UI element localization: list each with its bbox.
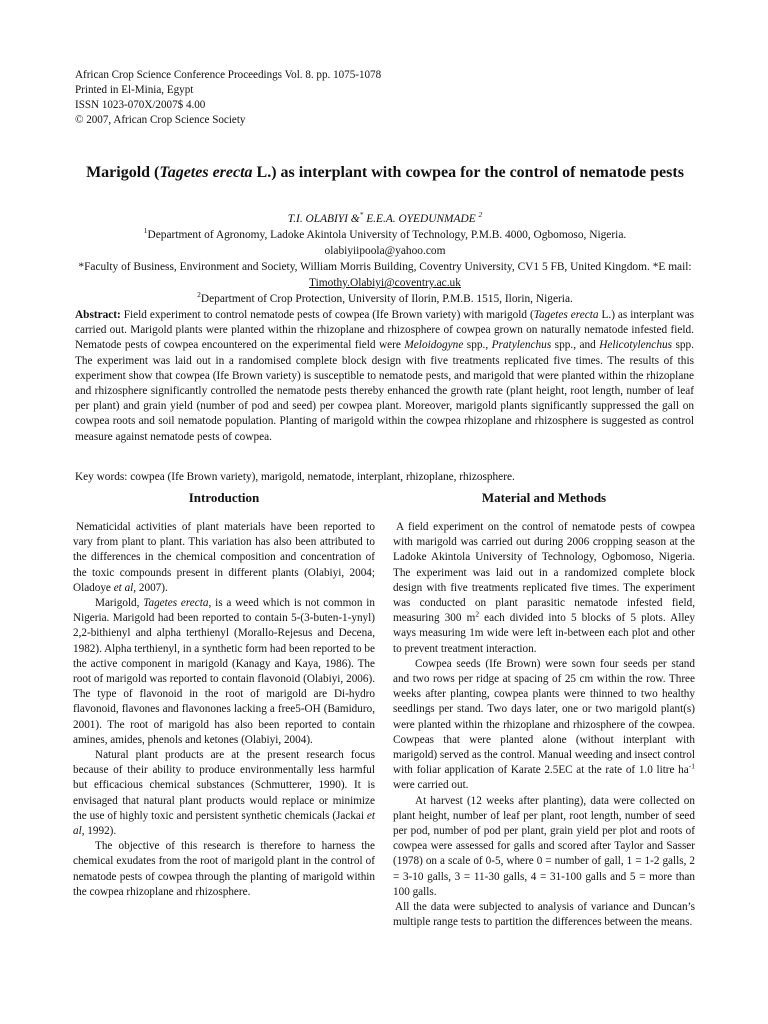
methods-column xyxy=(393,489,695,930)
methods-heading: Material and Methods xyxy=(481,490,607,505)
introduction-heading: Introduction xyxy=(188,490,260,505)
intro-paragraph-3: Natural plant products are at the present research focus because of their ability to produce environmentally less harmful but efficacious chemical substances (Schmutterer, 1990). It is envisaged that natural plant products would replace or minimize the use of highly toxic and persistent synthetic chemicals (Jackai et al, 1992). xyxy=(73,749,375,838)
author-email-link[interactable]: Timothy.Olabiyi@coventry.ac.uk xyxy=(309,277,461,289)
methods-paragraph-3: At harvest (12 weeks after planting), data were collected on plant height, number of leaf per plant, root length, number of seed per pod, number of pod per plant, grain yield per plot and roots of cowpea were assessed for galls and scored after Taylor and Sasser (1978) on a scale of 0-5, where 0 = number of gall, 1 = 1-2 galls, 2 = 3-10 galls, 3 = 11-30 galls, 4 = 31-100 galls and 5 = more than 100 galls. xyxy=(393,794,695,898)
author-block xyxy=(60,211,710,307)
title-species: Tagetes erecta xyxy=(159,164,253,181)
author-names: T.I. OLABIYI &* E.E.A. OYEDUNMADE $^2$ xyxy=(287,210,483,225)
intro-paragraph-4: The objective of this research is therefore to harness the chemical exudates from the root of marigold plant in the control of nematode pests of cowpea through the planting of marigold within the cowpea rhizoplane and rhizosphere. xyxy=(73,840,375,898)
affiliation-2: $^2$Department of Crop Protection, University of Ilorin, P.M.B. 1515, Ilorin, Nigeria. xyxy=(197,290,573,305)
keywords: Key words: cowpea (Ife Brown variety), marigold, nematode, interplant, rhizoplane, rhizosphere. xyxy=(75,471,515,483)
methods-paragraph-4: All the data were subjected to analysis of variance and Duncan’s multiple range tests to partition the differences between the means. xyxy=(393,901,695,929)
paper-title: Marigold (Tagetes erecta L.) as interplant with cowpea for the control of nematode pests xyxy=(86,164,684,181)
header-journal: African Crop Science Conference Proceedings Vol. 8. pp. 1075-1078 xyxy=(75,69,382,81)
intro-paragraph-1: Nematicidal activities of plant materials have been reported to vary from plant to plant. This variation has also been attributed to the differences in the chemical composition and concentration of the toxic compounds present in different plants (Olabiyi, 2004; Oladoye et al, 2007). xyxy=(73,521,375,594)
header-issn: ISSN 1023-070X/2007$ 4.00 xyxy=(75,99,206,111)
affiliation-1: $^1$Department of Agronomy, Ladoke Akintola University of Technology, P.M.B. 4000, Ogbomoso, Nigeria. xyxy=(143,226,627,241)
methods-paragraph-2: Cowpea seeds (Ife Brown) were sown four seeds per stand and two rows per ridge at spacing of 25 cm within the row. Three weeks after planting, cowpea plants were thinned to two healthy seedlings per stand. Two days later, one or two marigold plant(s) were planted within the rhizoplane and rhizosphere of the cowpea. Cowpeas that were planted alone (without interplant with marigold) served as the control. Manual weeding and insect control with foliar application of Karate 2.5EC at the rate of 1.0 litre $ha^{-1}$ were carried out. xyxy=(393,657,695,792)
header-copyright: © 2007, African Crop Science Society xyxy=(75,114,246,126)
author-email-1: olabiyiipoola@yahoo.com xyxy=(324,245,446,257)
affiliation-star: *Faculty of Business, Environment and Society, William Morris Building, Coventry University, CV1 5 FB, United Kingdom. *E mail: Timothy.Olabiyi@coventry.ac.uk xyxy=(78,261,692,289)
methods-paragraph-1: A field experiment on the control of nematode pests of cowpea with marigold was carried out during 2006 cropping season at the Ladoke Akintola University of Technology, Ogbomoso, Nigeria. The experiment was laid out in a randomized complete block design with five treatments replicated five times. The experiment was conducted on plant parasitic nematode infested field, measuring 300 $m^2$ each divided into 5 blocks of 5 plots. Alley ways measuring 1m wide were left in-between each plot and other to prevent treatment interaction. xyxy=(393,521,695,655)
abstract: Abstract: Field experiment to control nematode pests of cowpea (Ife Brown variety) with marigold (Tagetes erecta L.) as interplant was carried out. Marigold plants were planted within the rhizoplane and rhizosphere of cowpea grown on naturally nematode infested field. Nematode pests of cowpea encountered on the experimental field were Meloidogyne spp., Pratylenchus spp., and Helicotylenchus spp. The experiment was laid out in a randomised complete block design with five treatments replicated five times. The results of this experiment show that cowpea (Ife Brown variety) is susceptible to nematode pests, and marigold that were planted within the rhizoplane and rhizosphere significantly controlled the nematode pests thereby enhanced the growth rate (plant height, root length, number of leaf per plant) and grain yield (number of pod and seed) per cowpea plant. Moreover, marigold plants significantly suppressed the gall on cowpea roots and soil nematode population. Planting of marigold within the cowpea rhizoplane and rhizosphere is suggested as control measure against nematode pests of cowpea. xyxy=(75,309,694,443)
publication-header xyxy=(75,68,381,128)
introduction-column xyxy=(73,489,375,900)
intro-paragraph-2: Marigold, Tagetes erecta, is a weed which is not common in Nigeria. Marigold had been reported to contain 5-(3-buten-1-ynyl) 2,2-bithienyl and alpha terthienyl (Morallo-Rejesus and Decena, 1982). Alpha terthienyl, in a synthetic form had been reported to be the active component in marigold (Kanagy and Kaya, 1986). The root of marigold was reported to contain flavonoid (Olabiyi, 2006). The type of flavonoid in the root of marigold are Di-hydro flavonoid, flavones and flavonones lacking a free5-OH (Bamiduro, 2001). The root of marigold has also been reported to contain amines, amides, phenols and ketones (Olabiyi, 2004). xyxy=(73,597,376,746)
abstract-label: Abstract: xyxy=(75,309,121,321)
header-printed: Printed in El-Minia, Egypt xyxy=(75,84,194,96)
